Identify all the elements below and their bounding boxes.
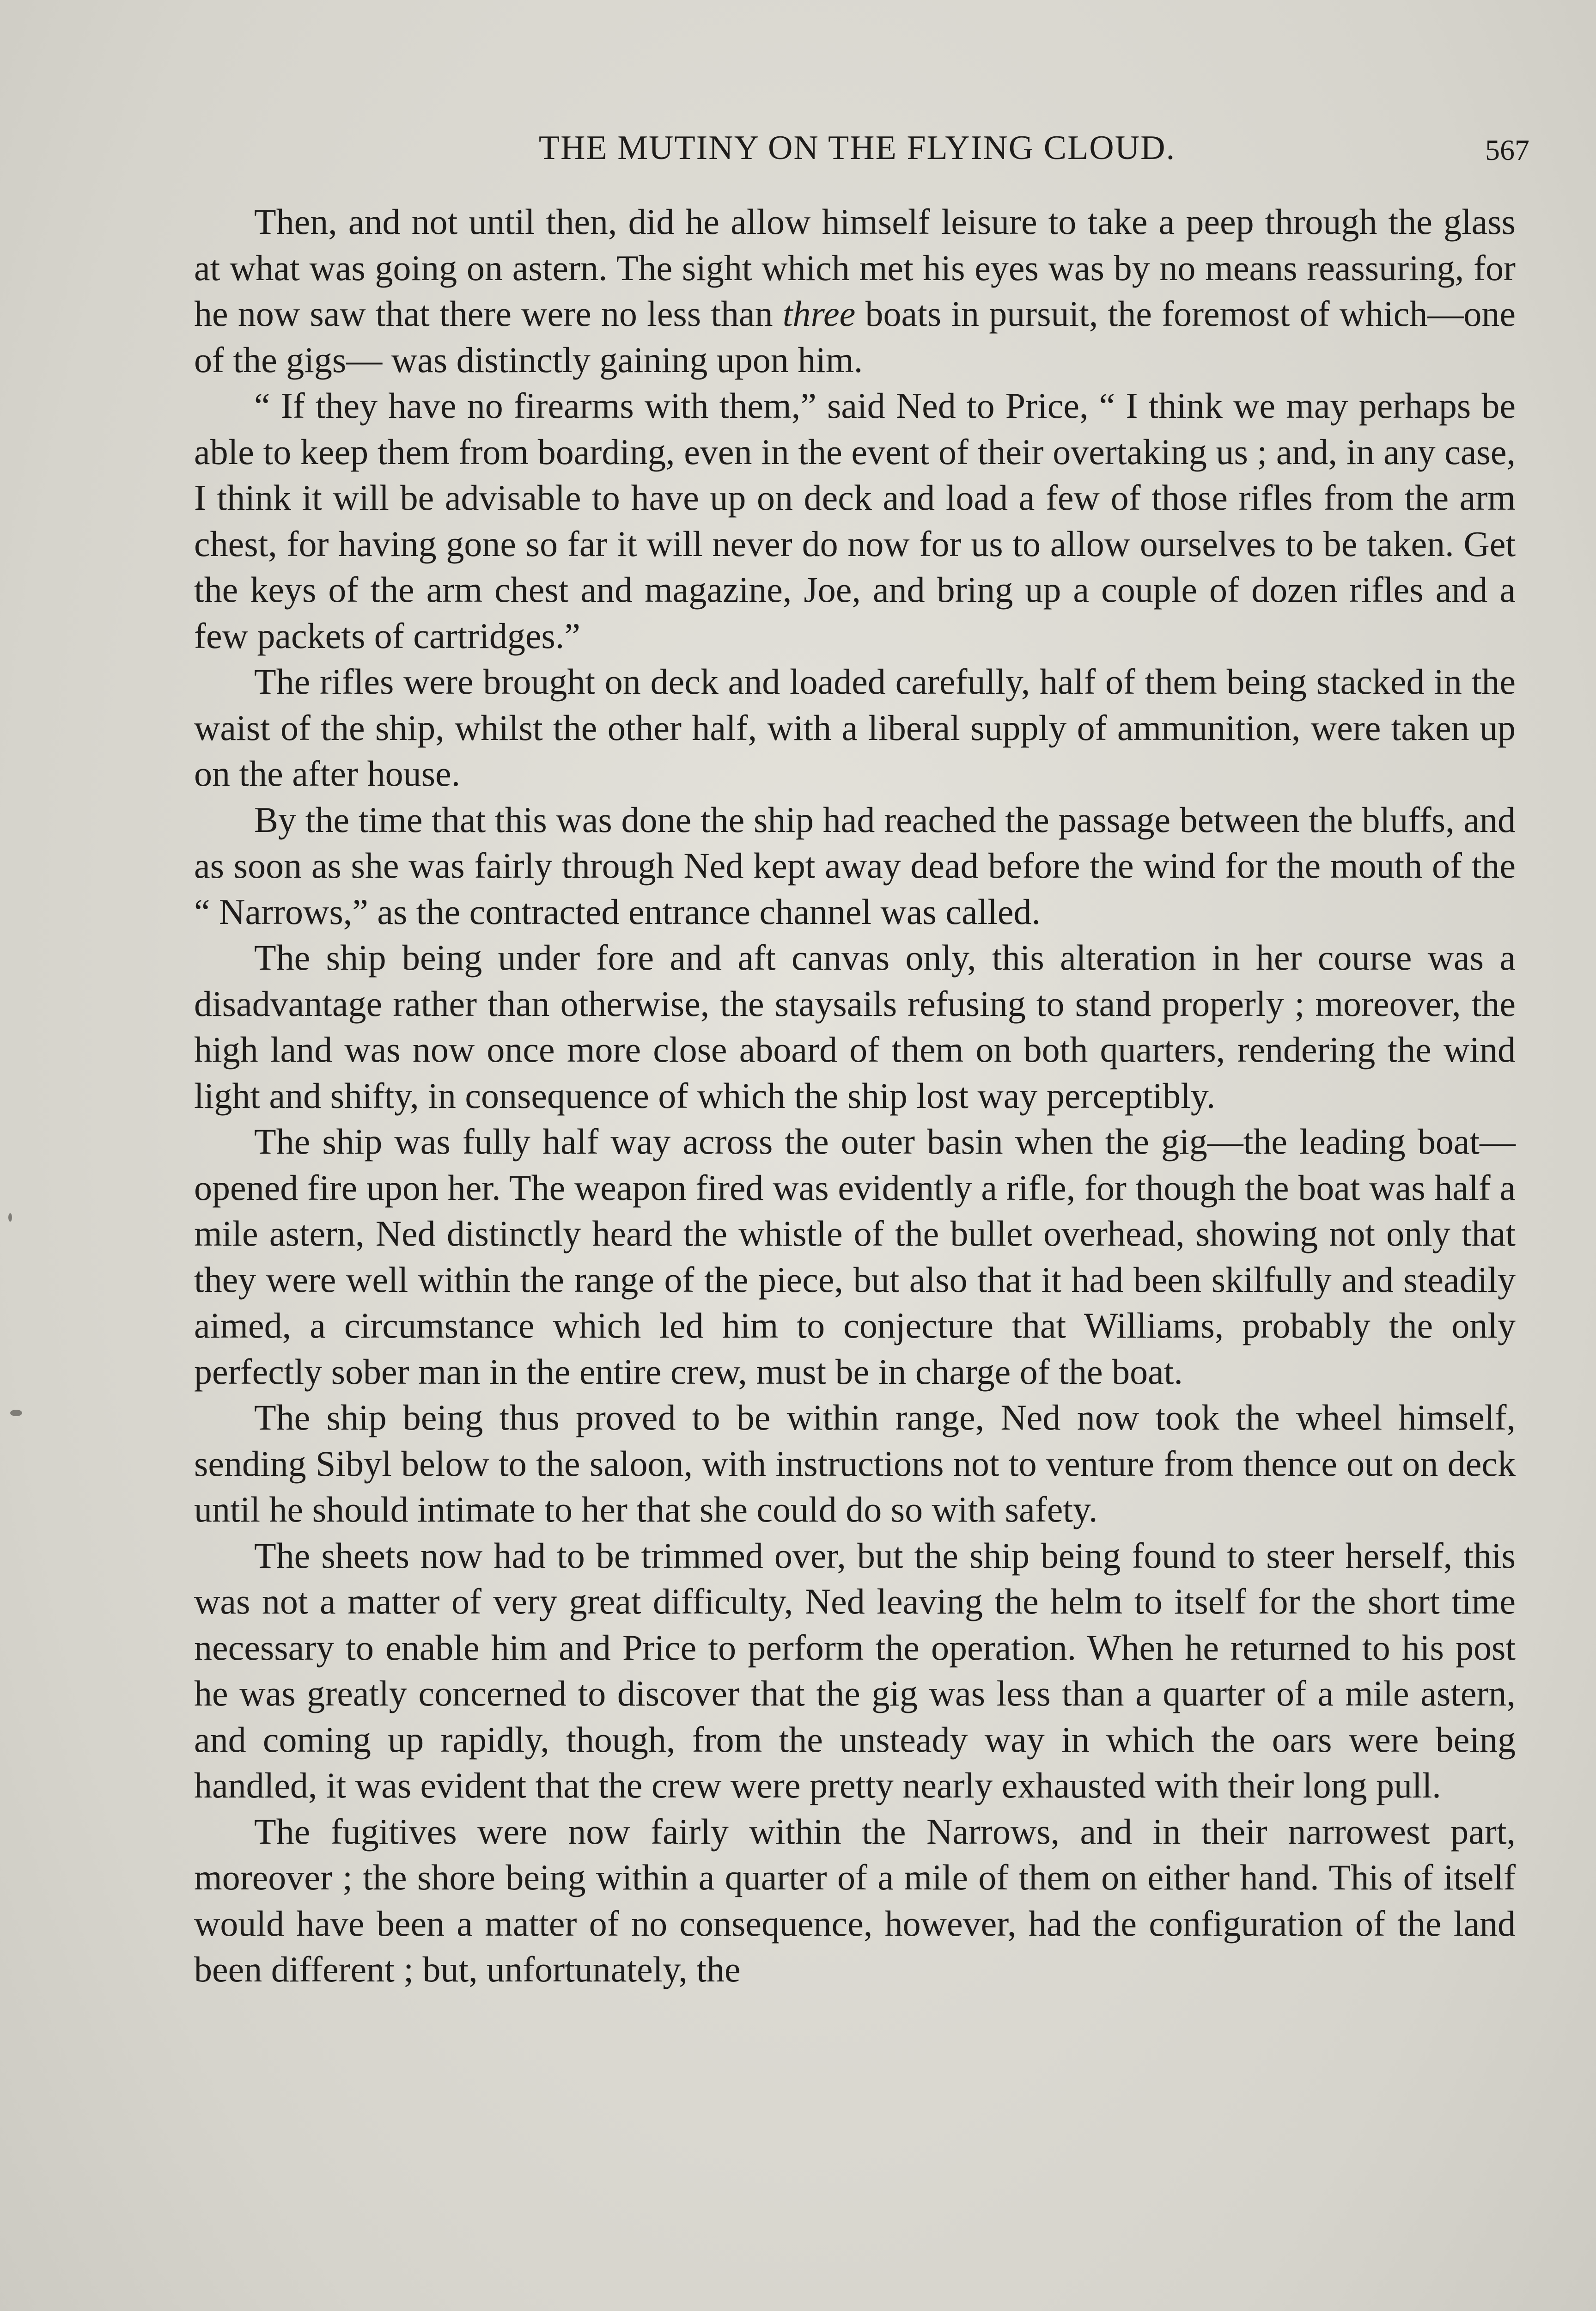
paragraph-6: The ship was fully half way across the outer basin when the gig—the leading boat—opened fire upon her. The weapon fired was evidently a rifle, for though the boat was half a mile astern, Ned distinctly heard the whistle of the bullet overhead, showing not only that they were well within the range of the piece, but also that it had been skilfully and steadily aimed, a circumstance which led him to conjecture that Williams, probably the only perfectly sober man in the entire crew, must be in charge of the boat.: [194, 1121, 1516, 1392]
scan-speck: [10, 1410, 22, 1416]
paragraph-8: The sheets now had to be trimmed over, but the ship being found to steer herself, this was not a matter of very great difficulty, Ned leaving the helm to itself for the short time necessary to enable him and Price to perform the operation. When he returned to his post he was greatly concerned to discover that the gig was less than a quarter of a mile astern, and coming up rapidly, though, from the unsteady way in which the oars were being handled, it was evident that the crew were pretty nearly exhausted with their long pull.: [194, 1535, 1516, 1805]
paragraph-3: The rifles were brought on deck and loaded carefully, half of them being stacked in the waist of the ship, whilst the other half, with a liberal supply of ammunition, were taken up on the after house.: [194, 661, 1516, 794]
paragraph-2: “ If they have no firearms with them,” said Ned to Price, “ I think we may perhaps be able to keep them from boarding, even in the event of their overtaking us ; and, in any case, I think it will be advisable to have up on deck and load a few of those rifles from the arm chest, for having gone so far it will never do now for us to allow ourselves to be taken. Get the keys of the arm chest and magazine, Joe, and bring up a couple of dozen rifles and a few packets of cartridges.”: [194, 385, 1516, 656]
paragraph-1-emphasis: three: [782, 293, 856, 334]
paragraph-1: [194, 199, 1516, 383]
page-number: 567: [1485, 134, 1529, 166]
paragraph-9: The fugitives were now fairly within the Narrows, and in their narrowest part, moreover ; the shore being within a quarter of a mile of them on either hand. This of itself would have been a matter of no consequence, however, had the configuration of the land been different ; but, unfortunately, the: [194, 1811, 1516, 1989]
body-text: [194, 199, 1516, 1993]
paragraph-7: The ship being thus proved to be within range, Ned now took the wheel himself, sending Sibyl below to the saloon, with instructions not to venture from thence out on deck until he should intimate to her that she could do so with safety.: [194, 1397, 1516, 1529]
paragraph-1-before: Then, and not until then, did he allow himself leisure to take a peep through the glass at what was going on astern. The sight which met his eyes was by no means reassuring, for he now saw that there were no less than: [194, 202, 1516, 334]
paragraph-4: By the time that this was done the ship had reached the passage between the bluffs, and as soon as she was fairly through Ned kept away dead before the wind for the mouth of the “ Narrows,” as the contracted entrance channel was called.: [194, 799, 1516, 932]
running-title: THE MUTINY ON THE FLYING CLOUD.: [538, 129, 1176, 167]
paragraph-5: The ship being under fore and aft canvas only, this alteration in her course was a disadvantage rather than otherwise, the staysails refusing to stand properly ; moreover, the high land was now once more close aboard of them on both quarters, rendering the wind light and shifty, in consequence of which the ship lost way perceptibly.: [194, 937, 1516, 1116]
paragraph-1-after: boats in pursuit, the foremost of which—one of the gigs— was distinctly gaining upon him.: [194, 293, 1516, 380]
scan-speck: [8, 1213, 12, 1222]
page-header: [194, 119, 1529, 175]
